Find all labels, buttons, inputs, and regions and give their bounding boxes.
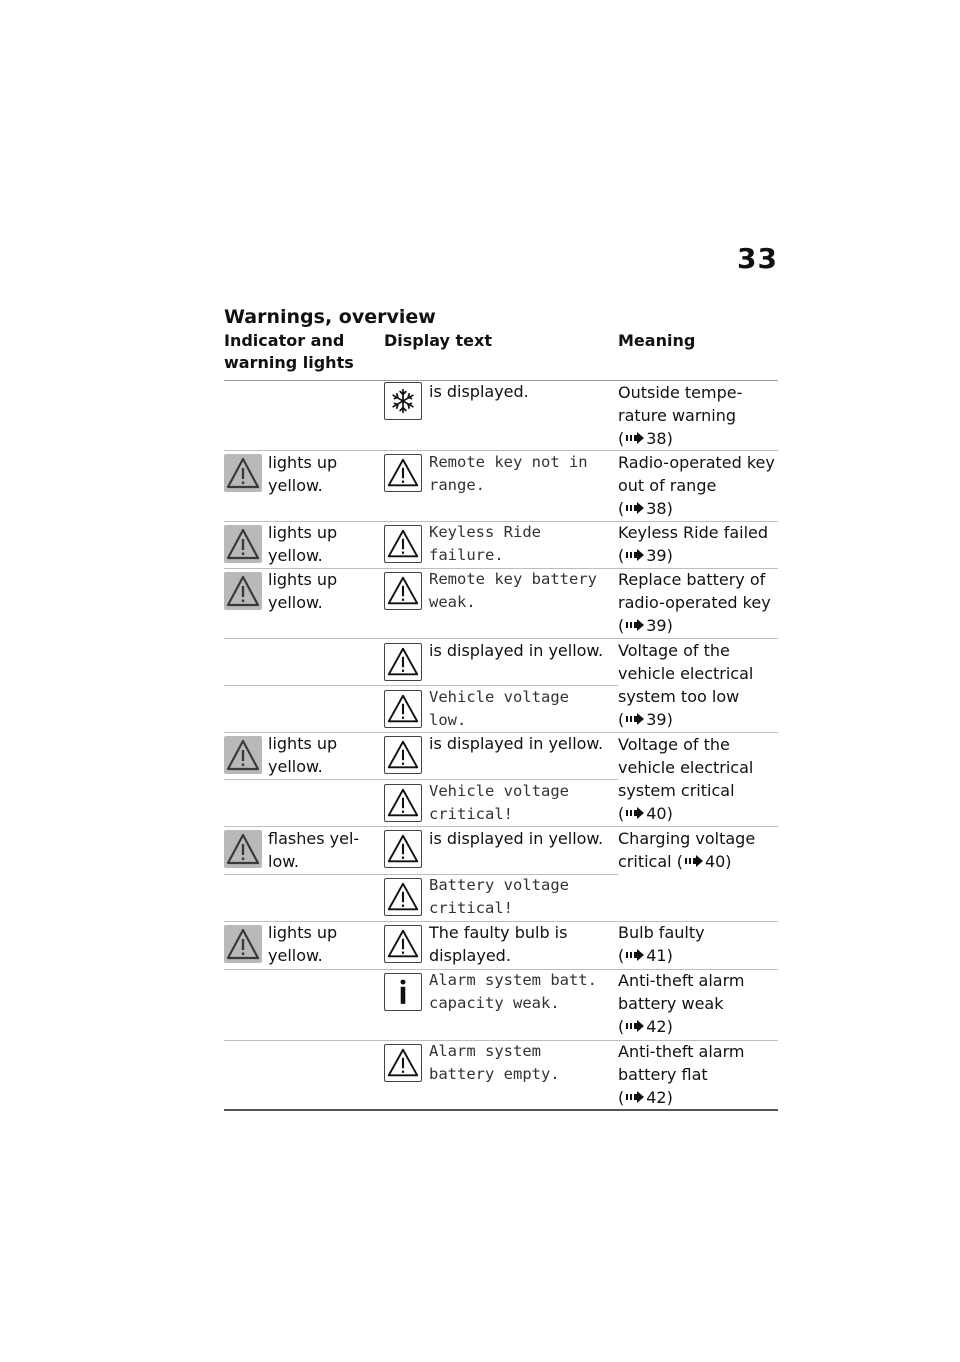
arrow-right-icon xyxy=(624,501,646,515)
display-text: Vehicle voltage critical! xyxy=(429,782,569,823)
header-meaning: Meaning xyxy=(618,331,696,350)
page-reference[interactable]: 41) xyxy=(646,946,673,965)
warning-triangle-icon xyxy=(384,690,422,728)
display-text: The faulty bulb is displayed. xyxy=(429,923,568,965)
page-reference[interactable]: 42) xyxy=(646,1017,673,1036)
display-text: Keyless Ride failure. xyxy=(429,523,541,564)
meaning-text: Keyless Ride failed ( 39) xyxy=(618,523,769,565)
warning-triangle-icon xyxy=(384,830,422,868)
arrow-right-icon xyxy=(624,1019,646,1033)
info-icon xyxy=(384,973,422,1011)
page-reference[interactable]: 39) xyxy=(646,710,673,729)
warning-triangle-icon xyxy=(224,525,262,563)
warning-triangle-icon xyxy=(384,925,422,963)
display-text: Vehicle voltage low. xyxy=(429,688,569,729)
warning-triangle-icon xyxy=(224,830,262,868)
page-reference[interactable]: 38) xyxy=(646,429,673,448)
display-text: Battery voltage critical! xyxy=(429,876,569,917)
display-text: is displayed. xyxy=(429,382,529,401)
page-reference[interactable]: 39) xyxy=(646,546,673,565)
meaning-text: Voltage of the vehicle electrical system too low ( 39) xyxy=(618,641,754,729)
arrow-right-icon xyxy=(624,431,646,445)
arrow-right-icon xyxy=(624,618,646,632)
warning-triangle-icon xyxy=(384,643,422,681)
display-text: Remote key not in range. xyxy=(429,453,588,494)
indicator-text: lights up yellow. xyxy=(268,453,338,495)
page-reference[interactable]: 39) xyxy=(646,616,673,635)
indicator-text: flashes yellow. xyxy=(268,829,360,871)
meaning-text: Bulb faulty ( 41) xyxy=(618,923,705,965)
arrow-right-icon xyxy=(683,854,705,868)
warning-triangle-icon xyxy=(384,1044,422,1082)
meaning-text: Charging voltage critical ( 40) xyxy=(618,829,756,871)
display-text: is displayed in yellow. xyxy=(429,829,604,848)
meaning-text: Anti-theft alarm battery flat ( 42) xyxy=(618,1042,745,1107)
arrow-right-icon xyxy=(624,1090,646,1104)
table-header xyxy=(224,330,778,381)
warning-triangle-icon xyxy=(224,925,262,963)
page-reference[interactable]: 40) xyxy=(704,852,732,871)
indicator-text: lights up yellow. xyxy=(268,523,338,565)
header-display: Display text xyxy=(384,331,492,350)
warning-triangle-icon xyxy=(224,454,262,492)
warning-triangle-icon xyxy=(224,572,262,610)
display-text: Remote key battery weak. xyxy=(429,570,597,611)
indicator-text: lights up yellow. xyxy=(268,570,338,612)
arrow-right-icon xyxy=(624,948,646,962)
page-number: 33 xyxy=(737,242,778,275)
display-text: Alarm system battery empty. xyxy=(429,1042,560,1083)
meaning-text: Radio-operated key out of range ( 38) xyxy=(618,453,775,518)
indicator-text: lights up yellow. xyxy=(268,734,338,776)
page-reference[interactable]: 38) xyxy=(646,499,673,518)
display-text: is displayed in yellow. xyxy=(429,641,604,660)
table-bottom-rule xyxy=(224,1109,778,1111)
warning-triangle-icon xyxy=(384,525,422,563)
indicator-text: lights up yellow. xyxy=(268,923,338,965)
arrow-right-icon xyxy=(624,806,646,820)
meaning-text: Voltage of the vehicle electrical system critical ( 40) xyxy=(618,735,754,823)
warning-triangle-icon xyxy=(384,572,422,610)
section-title: Warnings, overview xyxy=(224,306,436,328)
snowflake-icon xyxy=(384,382,422,420)
warning-triangle-icon xyxy=(384,878,422,916)
page-reference[interactable]: 40) xyxy=(646,804,673,823)
warning-triangle-icon xyxy=(384,784,422,822)
arrow-right-icon xyxy=(624,712,646,726)
page-reference[interactable]: 42) xyxy=(646,1088,673,1107)
warning-triangle-icon xyxy=(384,736,422,774)
warning-triangle-icon xyxy=(384,454,422,492)
arrow-right-icon xyxy=(624,548,646,562)
meaning-text: Anti-theft alarm battery weak ( 42) xyxy=(618,971,745,1036)
display-text: is displayed in yellow. xyxy=(429,734,604,753)
header-indicator: Indicator and warning lights xyxy=(224,331,354,372)
warning-triangle-icon xyxy=(224,736,262,774)
meaning-text: Replace battery of radio-operated key ( 39) xyxy=(618,570,771,635)
display-text: Alarm system batt. capacity weak. xyxy=(429,971,597,1012)
meaning-text: Outside temperature warning ( 38) xyxy=(618,383,743,448)
